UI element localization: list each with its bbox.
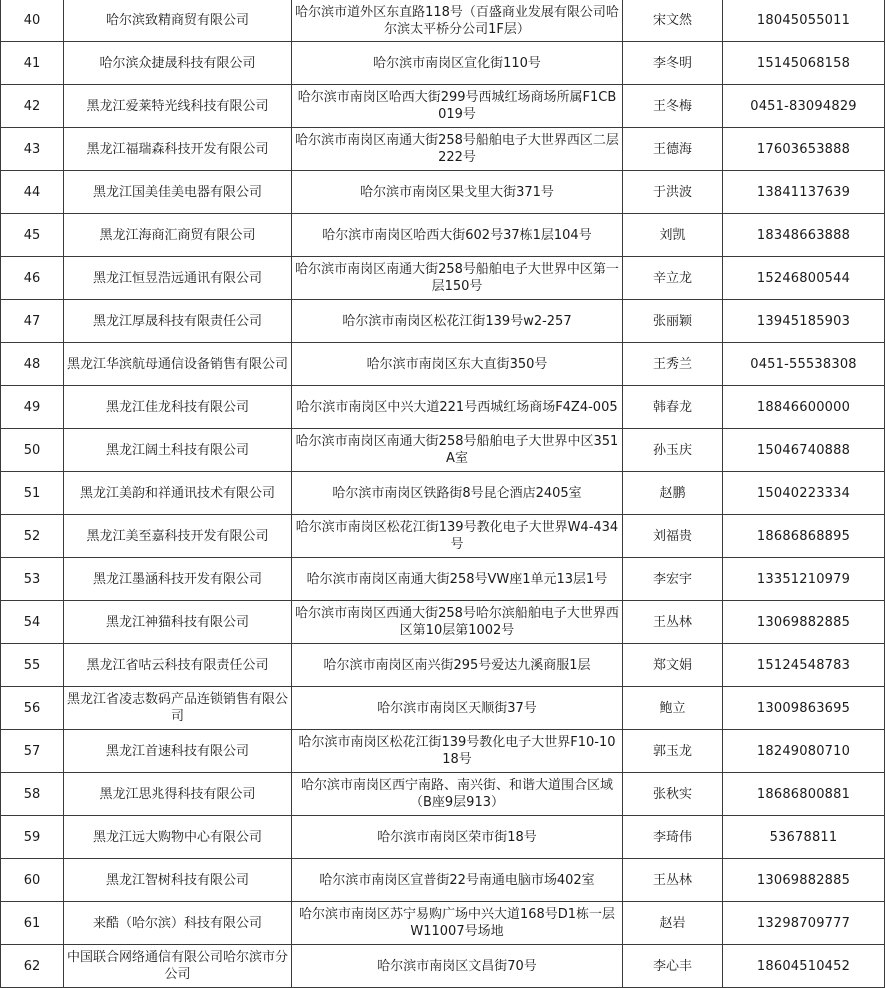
table-row [1, 601, 885, 644]
table-row [1, 0, 885, 42]
table-row [1, 171, 885, 214]
contact-phone: 18686868895 [723, 515, 885, 558]
table-row [1, 945, 885, 988]
row-number: 60 [1, 859, 64, 902]
row-number: 41 [1, 42, 64, 85]
row-number: 58 [1, 773, 64, 816]
contact-phone: 13841137639 [723, 171, 885, 214]
company-name: 中国联合网络通信有限公司哈尔滨市分公司 [64, 945, 292, 988]
table-row [1, 730, 885, 773]
store-address: 哈尔滨市南岗区南通大街258号船舶电子大世界西区二层222号 [292, 128, 623, 171]
table-row [1, 859, 885, 902]
contact-person: 刘凯 [623, 214, 723, 257]
row-number: 49 [1, 386, 64, 429]
row-number: 62 [1, 945, 64, 988]
contact-phone: 15124548783 [723, 644, 885, 687]
store-address: 哈尔滨市道外区东直路118号（百盛商业发展有限公司哈尔滨太平桥分公司1F层） [292, 0, 623, 42]
company-name: 来酷（哈尔滨）科技有限公司 [64, 902, 292, 945]
company-name: 黑龙江神猫科技有限公司 [64, 601, 292, 644]
company-name: 黑龙江省咕云科技有限责任公司 [64, 644, 292, 687]
contact-person: 李心丰 [623, 945, 723, 988]
contact-person: 刘福贵 [623, 515, 723, 558]
contact-phone: 18846600000 [723, 386, 885, 429]
contact-phone: 15246800544 [723, 257, 885, 300]
store-address: 哈尔滨市南岗区松花江街139号教化电子大世界F10-1018号 [292, 730, 623, 773]
contact-phone: 18249080710 [723, 730, 885, 773]
store-address: 哈尔滨市南岗区松花江街139号w2-257 [292, 300, 623, 343]
contact-person: 鲍立 [623, 687, 723, 730]
table-row [1, 515, 885, 558]
table-row [1, 257, 885, 300]
row-number: 45 [1, 214, 64, 257]
row-number: 51 [1, 472, 64, 515]
company-name: 黑龙江华滨航母通信设备销售有限公司 [64, 343, 292, 386]
store-address: 哈尔滨市南岗区西通大街258号哈尔滨船舶电子大世界西区第10层第1002号 [292, 601, 623, 644]
contact-phone: 13945185903 [723, 300, 885, 343]
store-address: 哈尔滨市南岗区中兴大道221号西城红场商场F4Z4-005 [292, 386, 623, 429]
contact-person: 孙玉庆 [623, 429, 723, 472]
row-number: 55 [1, 644, 64, 687]
row-number: 52 [1, 515, 64, 558]
company-name: 黑龙江海商汇商贸有限公司 [64, 214, 292, 257]
company-name: 黑龙江福瑞森科技开发有限公司 [64, 128, 292, 171]
row-number: 53 [1, 558, 64, 601]
table-row [1, 644, 885, 687]
store-address: 哈尔滨市南岗区南通大街258号船舶电子大世界中区第一层150号 [292, 257, 623, 300]
contact-phone: 13009863695 [723, 687, 885, 730]
contact-person: 李琦伟 [623, 816, 723, 859]
table-row [1, 429, 885, 472]
table-row [1, 558, 885, 601]
contact-person: 王德海 [623, 128, 723, 171]
contact-person: 赵鹏 [623, 472, 723, 515]
contact-person: 李冬明 [623, 42, 723, 85]
row-number: 59 [1, 816, 64, 859]
row-number: 44 [1, 171, 64, 214]
store-address: 哈尔滨市南岗区南通大街258号VW座1单元13层1号 [292, 558, 623, 601]
contact-phone: 18604510452 [723, 945, 885, 988]
table-body [1, 0, 885, 988]
table-row [1, 472, 885, 515]
table-row [1, 300, 885, 343]
contact-person: 赵岩 [623, 902, 723, 945]
contact-person: 王丛林 [623, 601, 723, 644]
contact-phone: 17603653888 [723, 128, 885, 171]
store-address: 哈尔滨市南岗区苏宁易购广场中兴大道168号D1栋一层W11007号场地 [292, 902, 623, 945]
contact-phone: 13298709777 [723, 902, 885, 945]
store-address: 哈尔滨市南岗区东大直街350号 [292, 343, 623, 386]
contact-person: 张丽颖 [623, 300, 723, 343]
company-name: 黑龙江美韵和祥通讯技术有限公司 [64, 472, 292, 515]
table-row [1, 687, 885, 730]
row-number: 40 [1, 0, 64, 42]
table-row [1, 773, 885, 816]
store-address: 哈尔滨市南岗区哈西大街299号西城红场商场所属F1CB019号 [292, 85, 623, 128]
row-number: 43 [1, 128, 64, 171]
store-address: 哈尔滨市南岗区宣普街22号南通电脑市场402室 [292, 859, 623, 902]
store-address: 哈尔滨市南岗区文昌街70号 [292, 945, 623, 988]
company-name: 黑龙江美至嘉科技开发有限公司 [64, 515, 292, 558]
store-address: 哈尔滨市南岗区铁路街8号昆仑酒店2405室 [292, 472, 623, 515]
row-number: 46 [1, 257, 64, 300]
contact-phone: 13069882885 [723, 601, 885, 644]
row-number: 47 [1, 300, 64, 343]
contact-phone: 53678811 [723, 816, 885, 859]
contact-person: 韩春龙 [623, 386, 723, 429]
row-number: 61 [1, 902, 64, 945]
store-address: 哈尔滨市南岗区哈西大街602号37栋1层104号 [292, 214, 623, 257]
table-row [1, 85, 885, 128]
contact-phone: 15040223334 [723, 472, 885, 515]
contact-person: 郑文娟 [623, 644, 723, 687]
row-number: 54 [1, 601, 64, 644]
contact-person: 宋文然 [623, 0, 723, 42]
contact-phone: 0451-55538308 [723, 343, 885, 386]
company-name: 黑龙江远大购物中心有限公司 [64, 816, 292, 859]
row-number: 57 [1, 730, 64, 773]
contact-person: 于洪波 [623, 171, 723, 214]
contact-phone: 13351210979 [723, 558, 885, 601]
company-name: 黑龙江阔土科技有限公司 [64, 429, 292, 472]
store-address: 哈尔滨市南岗区西宁南路、南兴街、和谐大道围合区域（B座9层913） [292, 773, 623, 816]
contact-person: 王冬梅 [623, 85, 723, 128]
company-name: 黑龙江爱莱特光线科技有限公司 [64, 85, 292, 128]
row-number: 50 [1, 429, 64, 472]
company-name: 黑龙江省凌志数码产品连锁销售有限公司 [64, 687, 292, 730]
company-name: 黑龙江恒昱浩远通讯有限公司 [64, 257, 292, 300]
store-address: 哈尔滨市南岗区果戈里大街371号 [292, 171, 623, 214]
contact-phone: 0451-83094829 [723, 85, 885, 128]
row-number: 42 [1, 85, 64, 128]
store-address: 哈尔滨市南岗区天顺街37号 [292, 687, 623, 730]
store-address: 哈尔滨市南岗区南兴街295号爱达九溪商服1层 [292, 644, 623, 687]
table-row [1, 343, 885, 386]
table-row [1, 386, 885, 429]
store-address: 哈尔滨市南岗区松花江街139号教化电子大世界W4-434号 [292, 515, 623, 558]
contact-phone: 18045055011 [723, 0, 885, 42]
contact-phone: 15046740888 [723, 429, 885, 472]
row-number: 48 [1, 343, 64, 386]
store-address: 哈尔滨市南岗区宣化街110号 [292, 42, 623, 85]
table-row [1, 42, 885, 85]
company-name: 黑龙江佳龙科技有限公司 [64, 386, 292, 429]
store-address: 哈尔滨市南岗区南通大街258号船舶电子大世界中区351A室 [292, 429, 623, 472]
company-name: 哈尔滨致精商贸有限公司 [64, 0, 292, 42]
contact-phone: 15145068158 [723, 42, 885, 85]
contact-phone: 18348663888 [723, 214, 885, 257]
company-name: 黑龙江首速科技有限公司 [64, 730, 292, 773]
store-address: 哈尔滨市南岗区荣市街18号 [292, 816, 623, 859]
row-number: 56 [1, 687, 64, 730]
table-row [1, 128, 885, 171]
company-name: 黑龙江厚晟科技有限责任公司 [64, 300, 292, 343]
company-name: 黑龙江思兆得科技有限公司 [64, 773, 292, 816]
company-name: 黑龙江国美佳美电器有限公司 [64, 171, 292, 214]
company-name: 黑龙江墨涵科技开发有限公司 [64, 558, 292, 601]
contact-phone: 18686800881 [723, 773, 885, 816]
contact-person: 辛立龙 [623, 257, 723, 300]
contact-person: 张秋实 [623, 773, 723, 816]
contact-phone: 13069882885 [723, 859, 885, 902]
table-row [1, 214, 885, 257]
contact-person: 王丛林 [623, 859, 723, 902]
contact-person: 王秀兰 [623, 343, 723, 386]
company-name: 黑龙江智树科技有限公司 [64, 859, 292, 902]
table-row [1, 816, 885, 859]
table-row [1, 902, 885, 945]
contact-person: 李宏宇 [623, 558, 723, 601]
company-name: 哈尔滨众捷晟科技有限公司 [64, 42, 292, 85]
contact-person: 郭玉龙 [623, 730, 723, 773]
